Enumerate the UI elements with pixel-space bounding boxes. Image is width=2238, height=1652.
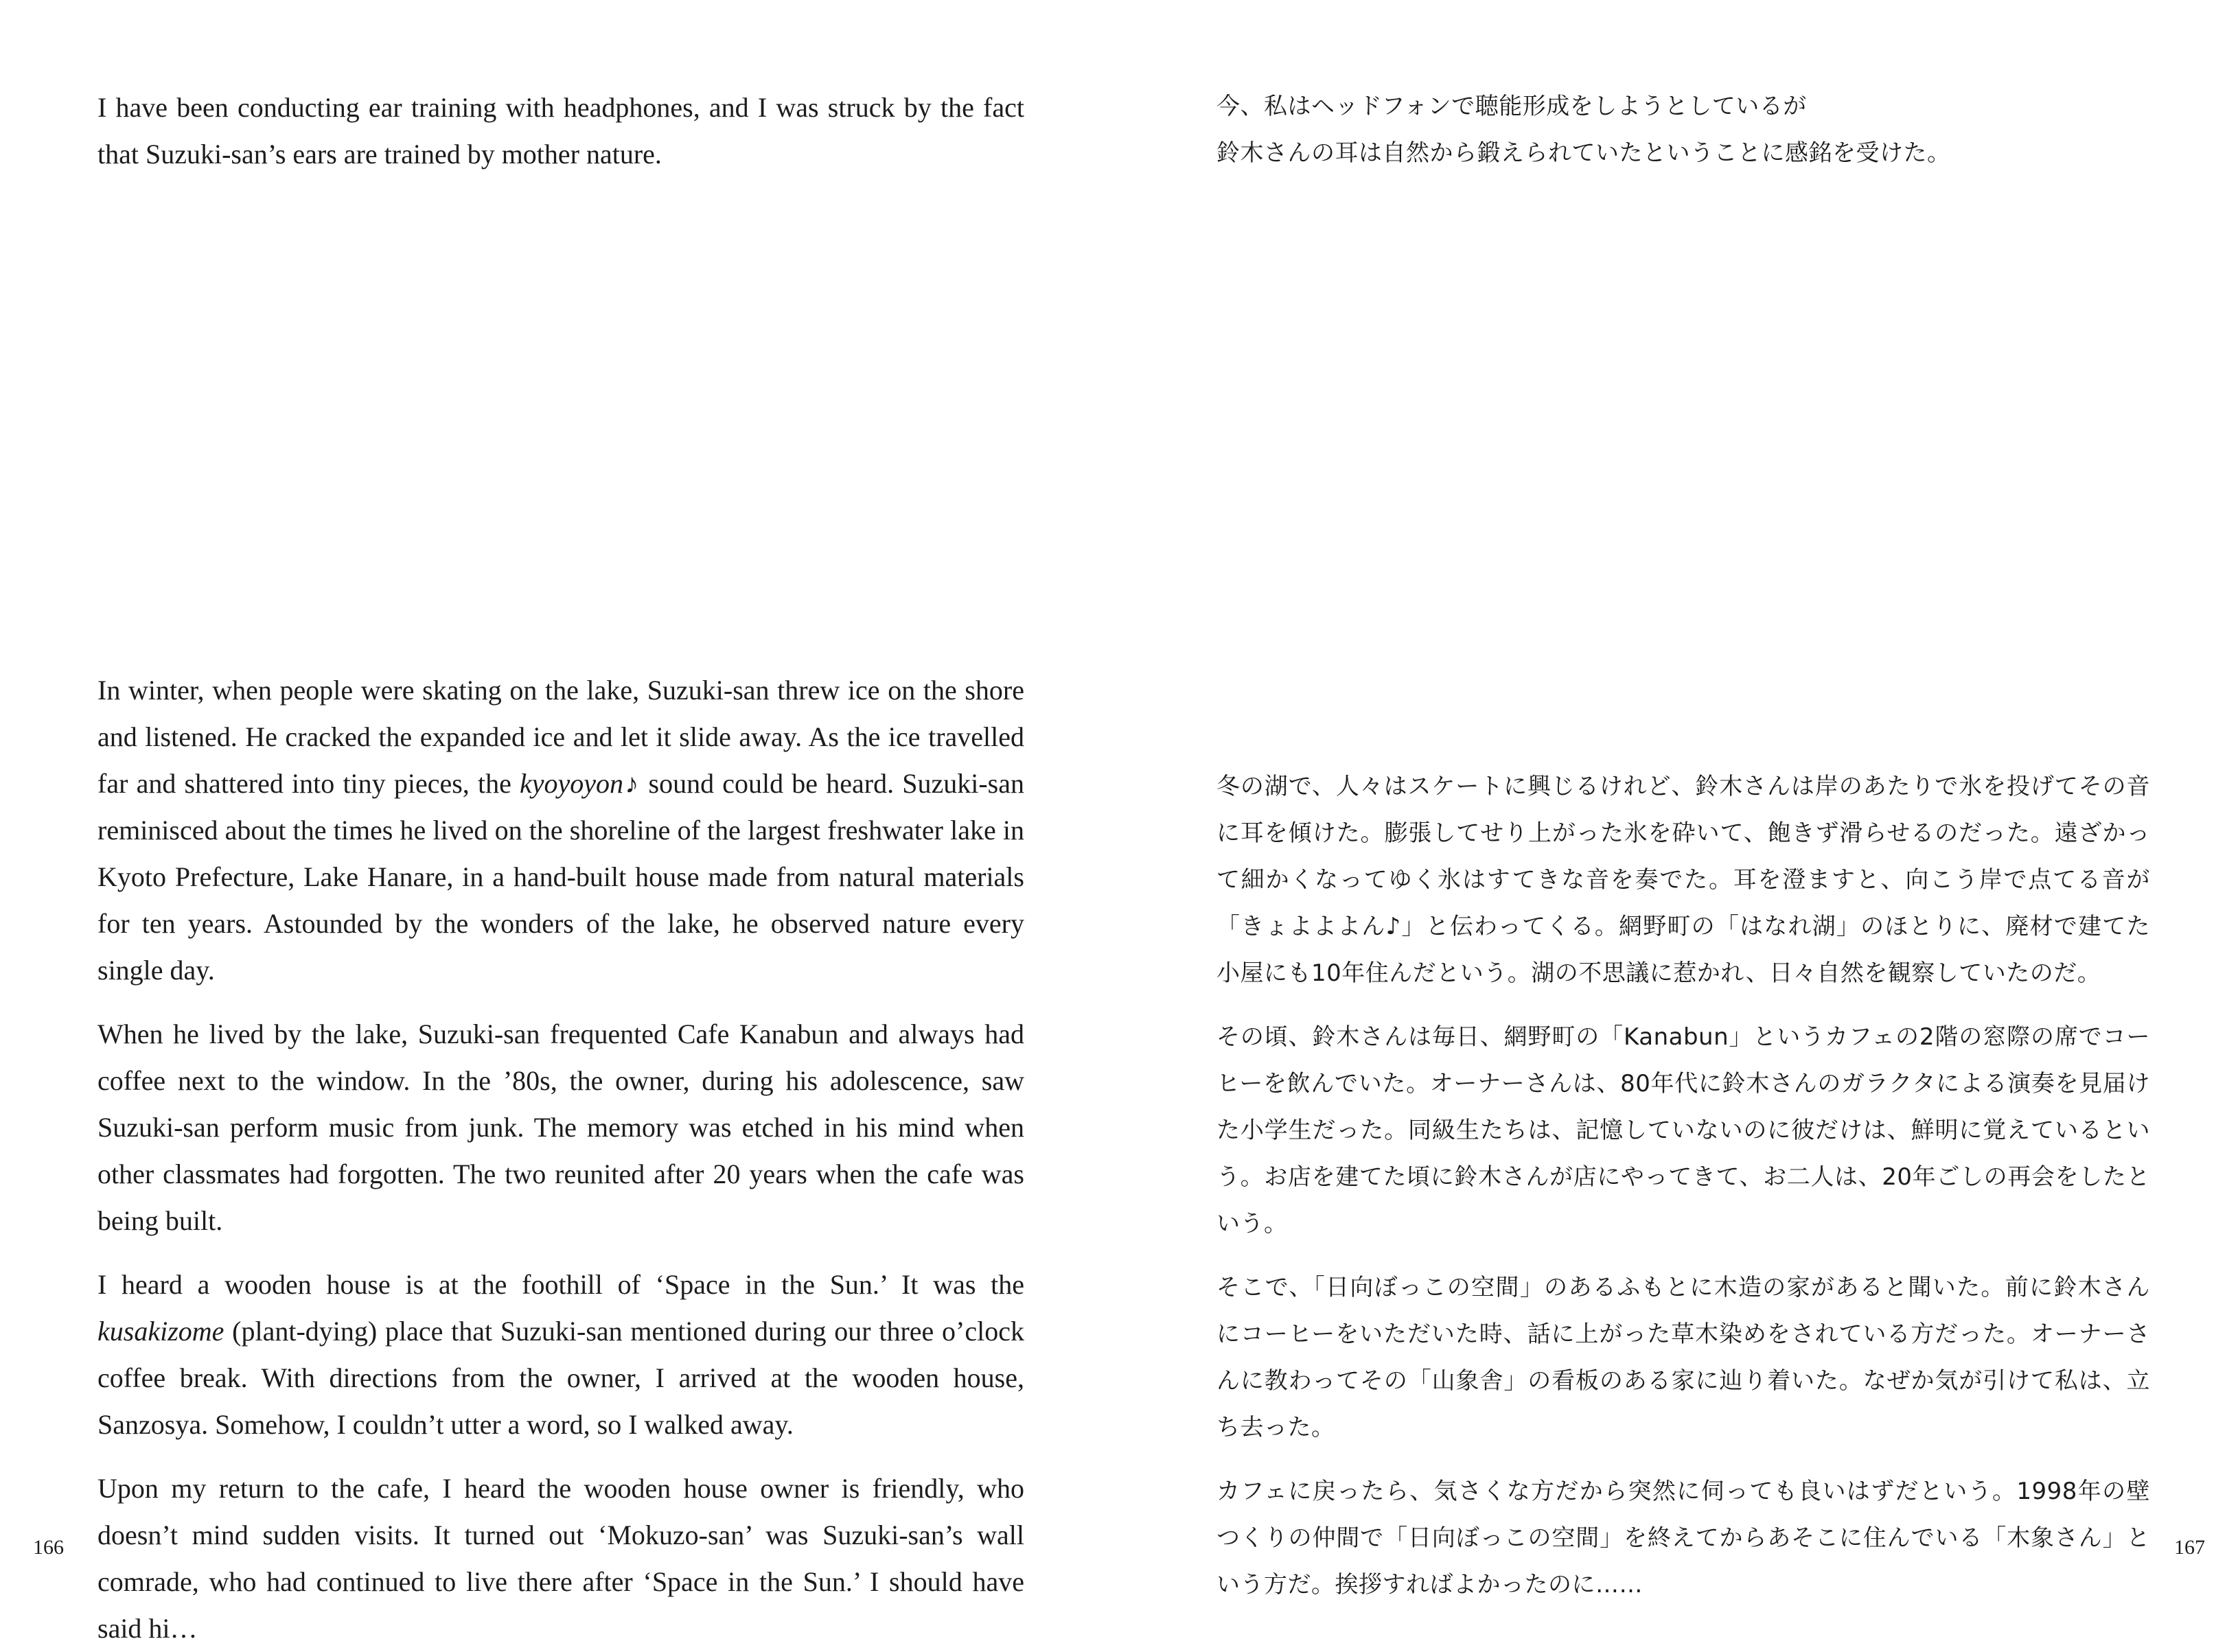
intro-line-jp-1: 今、私はヘッドフォンで聴能形成をしようとしているが [1216,93,1807,120]
paragraph-en-1-text-a: In winter, when people were skating on the lake, Suzuki-san threw ice on the shore and listened. He cracked the expanded ice and let it slide away. As the ice travelled far and shattered into tiny pieces, the [97,675,1024,799]
paragraph-en-3 [97,1261,1024,1448]
page-number-left: 166 [33,1536,64,1559]
paragraph-en-4: Upon my return to the cafe, I heard the wooden house owner is friendly, who doesn’t mind sudden visits. It turned out ‘Mokuzo-san’ was Suzuki-san’s wall comrade, who had continued to live there after ‘Space in the Sun.’ I should have said hi… [97,1473,1024,1644]
paragraph-jp-3: そこで、「日向ぼっこの空間」のあるふもとに木造の家があると聞いた。前に鈴木さんにコーヒーをいただいた時、話に上がった草木染めをされている方だった。オーナーさんに教わってその「山象舎」の看板のある家に辿り着いた。なぜか気が引けて私は、立ち去った。 [1216,1274,2150,1441]
body-block-en [97,667,1024,1652]
kusakizome-italic: kusakizome [97,1316,224,1347]
paragraph-en-1-text-b: sound could be heard. Suzuki-san reminisced about the times he lived on the shoreline of the largest freshwater lake in Kyoto Prefecture, Lake Hanare, in a hand-built house made from natural materials for ten years. Astounded by the wonders of the lake, he observed nature every single day. [97,768,1024,986]
intro-paragraph-en: I have been conducting ear training with headphones, and I was struck by the fact that Suzuki-san’s ears are trained by mother nature. [97,92,1024,170]
paragraph-en-3-text-a: I heard a wooden house is at the foothill of ‘Space in the Sun.’ It was the [97,1269,1024,1300]
intro-block-jp [1216,83,2150,176]
body-block-jp [1216,763,2150,1608]
paragraph-jp-2: その頃、鈴木さんは毎日、網野町の「Kanabun」というカフェの2階の窓際の席でコーヒーを飲んでいた。オーナーさんは、80年代に鈴木さんのガラクタによる演奏を見届けた小学生だった。同級生たちは、記憶していないのに彼だけは、鮮明に覚えているという。お店を建てた頃に鈴木さんが店にやってきて、お二人は、20年ごしの再会をしたという。 [1216,1023,2150,1237]
kyoyoyon-italic: kyoyoyon♪ [520,768,641,799]
paragraph-en-1 [97,667,1024,994]
paragraph-jp-1: 冬の湖で、人々はスケートに興じるけれど、鈴木さんは岸のあたりで氷を投げてその音に耳を傾けた。膨張してせり上がった氷を砕いて、飽きず滑らせるのだった。遠ざかって細かくなってゆく氷はすてきな音を奏でた。耳を澄ますと、向こう岸で点てる音が「きょよよよん♪」と伝わってくる。網野町の「はなれ湖」のほとりに、廃材で建てた小屋にも10年住んだという。湖の不思議に惹かれ、日々自然を観察していたのだ。 [1216,773,2150,987]
intro-line-jp-2: 鈴木さんの耳は自然から鍛えられていたということに感銘を受けた。 [1216,139,1951,167]
right-page [1119,0,2238,1597]
intro-block-en [97,84,1024,178]
paragraph-en-3-text-b: (plant-dying) place that Suzuki-san mentioned during our three o’clock coffee break. With directions from the owner, I arrived at the wooden house, Sanzosya. Somehow, I couldn’t utter a word, so I walked away. [97,1316,1024,1440]
page-number-right: 167 [2174,1536,2205,1559]
left-page [0,0,1119,1644]
paragraph-en-2: When he lived by the lake, Suzuki-san frequented Cafe Kanabun and always had coffee next to the window. In the ’80s, the owner, during his adolescence, saw Suzuki-san perform music from junk. The memory was etched in his mind when other classmates had forgotten. The two reunited after 20 years when the cafe was being built. [97,1019,1024,1236]
paragraph-jp-4: カフェに戻ったら、気さくな方だから突然に伺っても良いはずだという。1998年の壁つくりの仲間で「日向ぼっこの空間」を終えてからあそこに住んでいる「木象さん」という方だ。挨拶すればよかったのに…… [1216,1478,2150,1598]
